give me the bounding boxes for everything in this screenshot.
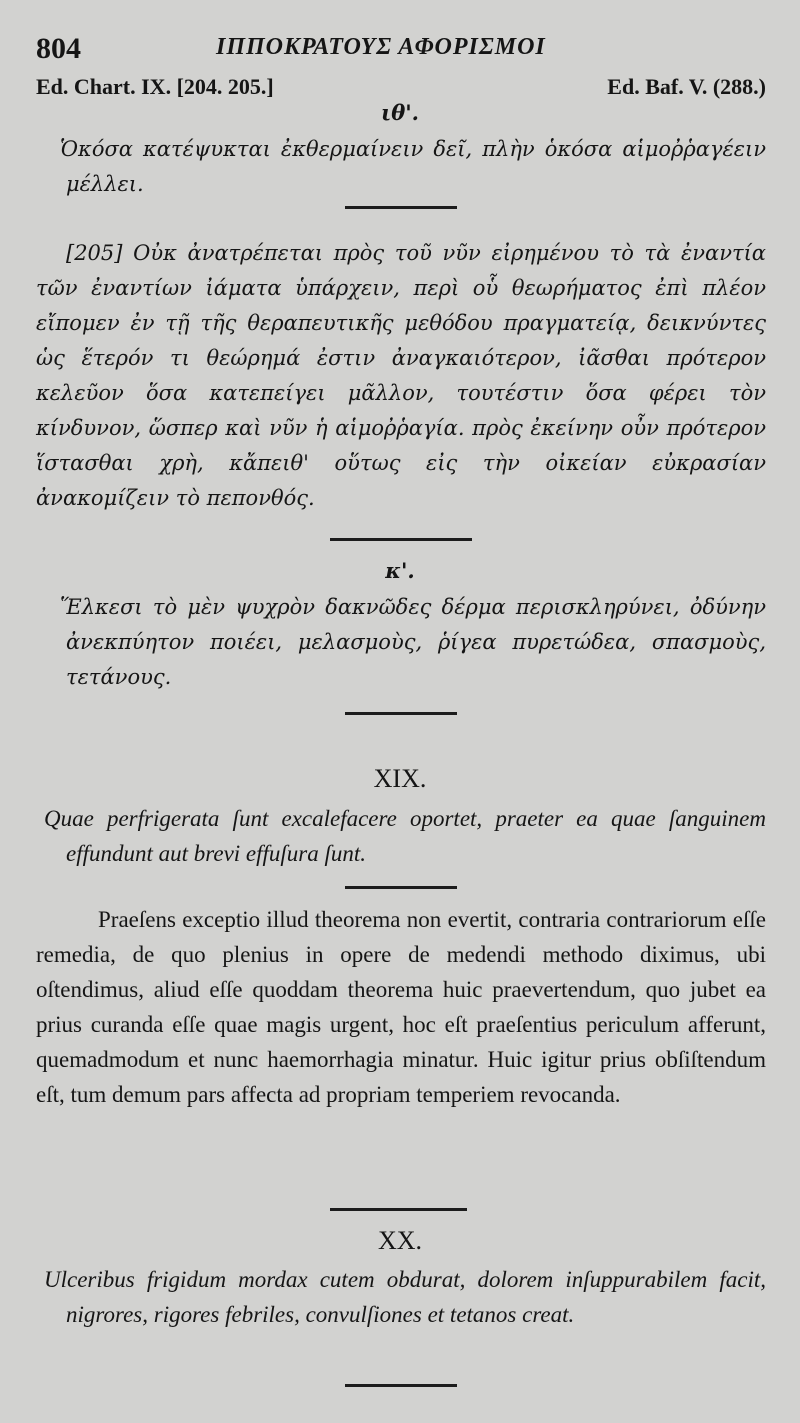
latin-aphorism-20-text: Ulceribus frigidum mordax cutem obdurat, dolorem inſuppurabilem facit, nigrores, rigores febriles, convulſiones et tetanos creat.	[44, 1267, 766, 1327]
page-header	[36, 28, 766, 68]
greek-aphorism-19-number: ιθ'.	[381, 100, 419, 125]
section-divider	[345, 712, 457, 715]
edition-basel-reference: Ed. Baf. V. (288.)	[607, 74, 766, 99]
greek-aphorism-20-text: Ἕλκεσι τὸ μὲν ψυχρὸν δακνῶδες δέρμα περισκληρύνει, ὀδύνην ἀνεκπύητον ποιέει, μελασμοὺς, ῥίγεα πυρετώδεα, σπασμοὺς, τετάνους.	[60, 595, 766, 689]
latin-aphorism-20-number: XX.	[377, 1226, 423, 1255]
latin-aphorism-19-text: Quae perfrigerata ſunt excalefacere oportet, praeter ea quae ſanguinem effundunt aut brevi effuſura ſunt.	[44, 806, 766, 866]
section-divider	[345, 206, 457, 209]
greek-aphorism-19-text: Ὁκόσα κατέψυκται ἐκθερμαίνειν δεῖ, πλὴν ὁκόσα αἱμοῤῥαγέειν μέλλει.	[60, 137, 766, 196]
edition-chart-reference: Ed. Chart. IX. [204. 205.]	[36, 74, 274, 99]
greek-aphorism-20-number: κ'.	[385, 558, 415, 583]
latin-aphorism-19-number: XIX.	[373, 764, 427, 793]
section-divider	[345, 1384, 457, 1387]
section-divider	[345, 886, 457, 889]
page-number: 804	[36, 32, 81, 65]
greek-commentary-19: [205] Οὐκ ἀνατρέπεται πρὸς τοῦ νῦν εἰρημένου τὸ τὰ ἐναντία τῶν ἐναντίων ἰάματα ὑπάρχειν, περὶ οὗ θεωρήματος ἐπὶ πλέον εἴπομεν ἐν τῇ τῆς θεραπευτικῆς μεθόδου πραγματείᾳ, δεικνύντες ὡς ἕτερόν τι θεώρημά ἐστιν ἀναγκαιότερον, ἰᾶσθαι πρότερον κελεῦον ὅσα κατεπείγει μᾶλλον, τουτέστιν ὅσα φέρει τὸν κίνδυνον, ὥσπερ καὶ νῦν ἡ αἱμοῤῥαγία. πρὸς ἐκείνην οὖν πρότερον ἵστασθαι χρὴ, κἄπειθ' οὕτως εἰς τὴν οἰκείαν εὐκρασίαν ἀνακομίζειν τὸ πεπονθός.	[36, 241, 766, 510]
latin-commentary-19: Praeſens exceptio illud theorema non evertit, contraria contrariorum eſſe remedia, de quo plenius in opere de medendi methodo diximus, ubi oſtendimus, aliud eſſe quoddam theorema huic praevertendum, quo jubet ea prius curanda eſſe quae magis urgent, hoc eſt praeſentius periculum afferunt, quemadmodum et nunc haemorrhagia minatur. Huic igitur prius obſiſtendum eſt, tum demum pars affecta ad propriam temperiem revocanda.	[36, 907, 766, 1107]
running-title: ΙΠΠΟΚΡΑΤΟΥΣ ΑΦΟΡΙΣΜΟΙ	[216, 34, 546, 60]
section-divider	[330, 538, 472, 541]
section-divider	[330, 1208, 467, 1211]
